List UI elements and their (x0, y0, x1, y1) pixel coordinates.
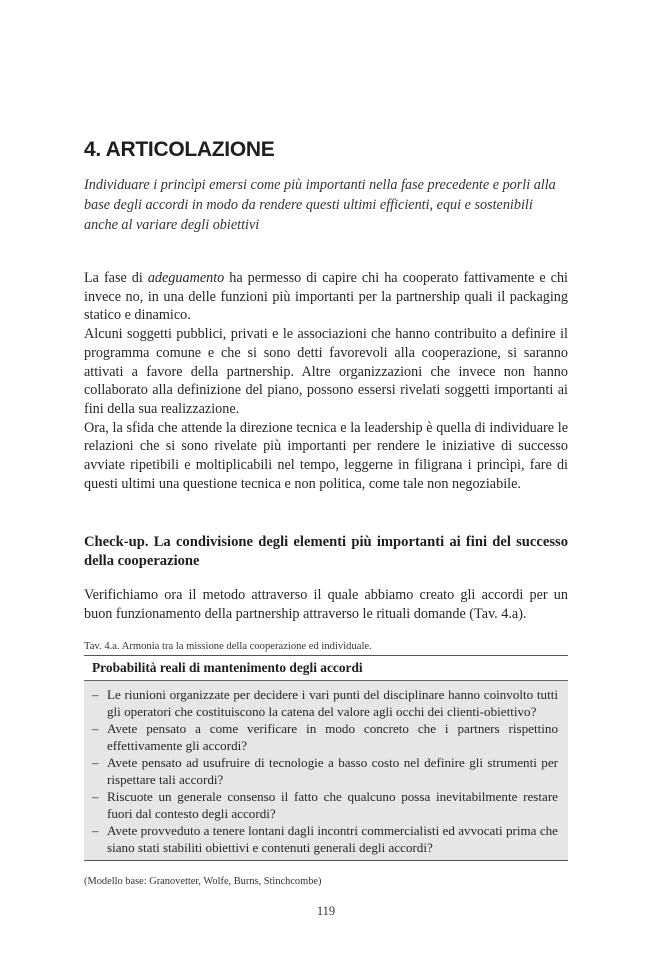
section-intro: Verifichiamo ora il metodo attraverso il quale abbiamo creato gli accordi per un buon funzionamento della partnership attraverso le rituali domande (Tav. 4.a). (84, 587, 568, 622)
table-source-note: (Modello base: Granovetter, Wolfe, Burns, Stinchcombe) (84, 876, 322, 887)
dash-bullet: – (92, 687, 99, 702)
chapter-title: 4. ARTICOLAZIONE (84, 138, 275, 161)
table-header: Probabilità reali di mantenimento degli accordi (84, 656, 568, 681)
table-body (84, 681, 568, 860)
table-caption: Tav. 4.a. Armonia tra la missione della cooperazione ed individuale. (84, 641, 372, 652)
list-item-text: Le riunioni organizzate per decidere i vari punti del disciplinare hanno coinvolto tutti gli operatori che costituiscono la catena del valore agli occhi dei clienti-obiettivo? (107, 687, 558, 719)
list-item (92, 788, 558, 822)
paragraph-1-start: La fase di (84, 270, 148, 286)
paragraph-1-emphasis: adeguamento (147, 270, 225, 286)
list-item (92, 754, 558, 788)
checklist-table (84, 655, 568, 861)
list-item (92, 822, 558, 856)
page-number: 119 (316, 904, 336, 918)
list-item (92, 720, 558, 754)
chapter-subtitle: Individuare i princìpi emersi come più importanti nella fase precedente e porli alla base degli accordi in modo da rendere questi ultimi efficienti, equi e sostenibili anche al variare degli obiettivi (84, 177, 556, 233)
list-item-text: Avete pensato a come verificare in modo concreto che i partners rispettino effettivamente gli accordi? (107, 721, 558, 753)
dash-bullet: – (92, 755, 99, 770)
paragraph-2: Alcuni soggetti pubblici, privati e le associazioni che hanno contribuito a definire il programma comune e che si sono detti favorevoli alla cooperazione, si saranno attivati a favore della partnership. Altre organizzazioni che invece non hanno collaborato alla definizione del piano, possono essersi rivelati soggetti importanti ai fini della sua realizzazione. (84, 326, 568, 417)
dash-bullet: – (92, 721, 99, 736)
list-item-text: Avete provveduto a tenere lontani dagli incontri commercialisti ed avvocati prima che siano stati stabiliti obiettivi e contenuti generali degli accordi? (107, 823, 558, 855)
list-item (92, 686, 558, 720)
paragraph-3: Ora, la sfida che attende la direzione tecnica e la leadership è quella di individuare le relazioni che si sono rivelate più importanti per rendere le iniziative di successo avviate ripetibili e moltiplicabili nel tempo, leggerne in filigrana i princìpi, fare di questi ultimi una questione tecnica e non politica, come tale non negoziabile. (84, 419, 568, 492)
body-text (84, 269, 568, 493)
list-item-text: Avete pensato ad usufruire di tecnologie a basso costo nel definire gli strumenti per rispettare tali accordi? (107, 755, 558, 787)
list-item-text: Riscuote un generale consenso il fatto che qualcuno possa inevitabilmente restare fuori dal contesto degli accordi? (107, 789, 558, 821)
dash-bullet: – (92, 823, 99, 838)
paragraph-1-end: ha permesso di capire chi ha cooperato fattivamente e chi invece no, in una delle funzioni più importanti per la partnership quali il packaging statico e dinamico. (84, 270, 568, 324)
section-heading: Check-up. La condivisione degli elementi più importanti ai fini del successo della cooperazione (84, 534, 568, 569)
checklist (92, 686, 558, 856)
dash-bullet: – (92, 789, 99, 804)
paragraph-1 (84, 269, 568, 325)
